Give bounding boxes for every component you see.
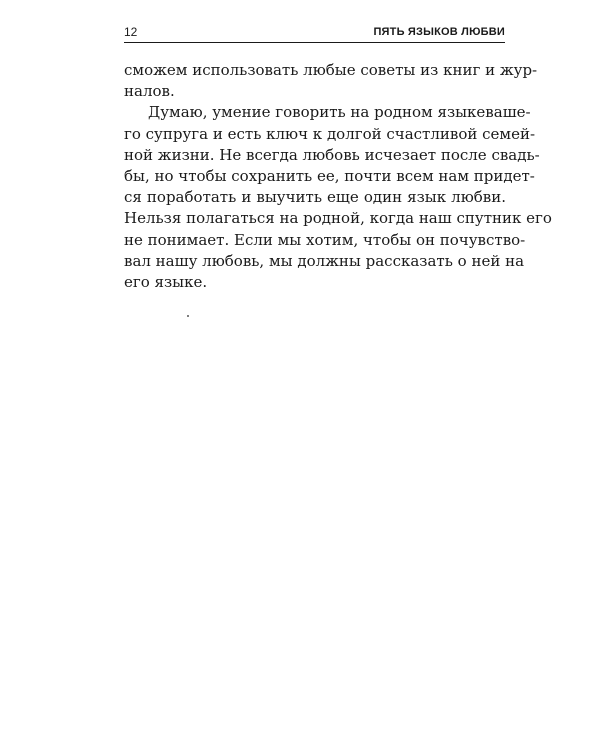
text-line: ся поработать и выучить еще один язык любви. [124, 188, 506, 207]
text-line: Думаю, умение говорить на родном языкеваше- [148, 103, 531, 122]
body-text [124, 60, 552, 293]
print-speck [187, 315, 189, 317]
text-line: вал нашу любовь, мы должны рассказать о ней на [124, 251, 525, 270]
text-line: его языке. [124, 273, 208, 292]
text-line: ной жизни. Не всегда любовь исчезает после свадь- [124, 145, 540, 164]
page-number: 12 [124, 25, 138, 39]
paragraph [124, 102, 552, 293]
text-line: го супруга и есть ключ к долгой счастливой семей- [124, 124, 536, 143]
text-line: сможем использовать любые советы из книг и жур- [124, 61, 538, 79]
header-divider [124, 42, 505, 43]
text-line: не понимает. Если мы хотим, чтобы он почувство- [124, 230, 526, 249]
text-line: Нельзя полагаться на родной, когда наш спутник его [124, 209, 552, 228]
book-title: ПЯТЬ ЯЗЫКОВ ЛЮБВИ [373, 26, 505, 38]
text-line: налов. [124, 82, 175, 101]
paragraph [124, 60, 538, 102]
text-line: бы, но чтобы сохранить ее, почти всем нам придет- [124, 167, 535, 186]
running-header [124, 25, 505, 41]
